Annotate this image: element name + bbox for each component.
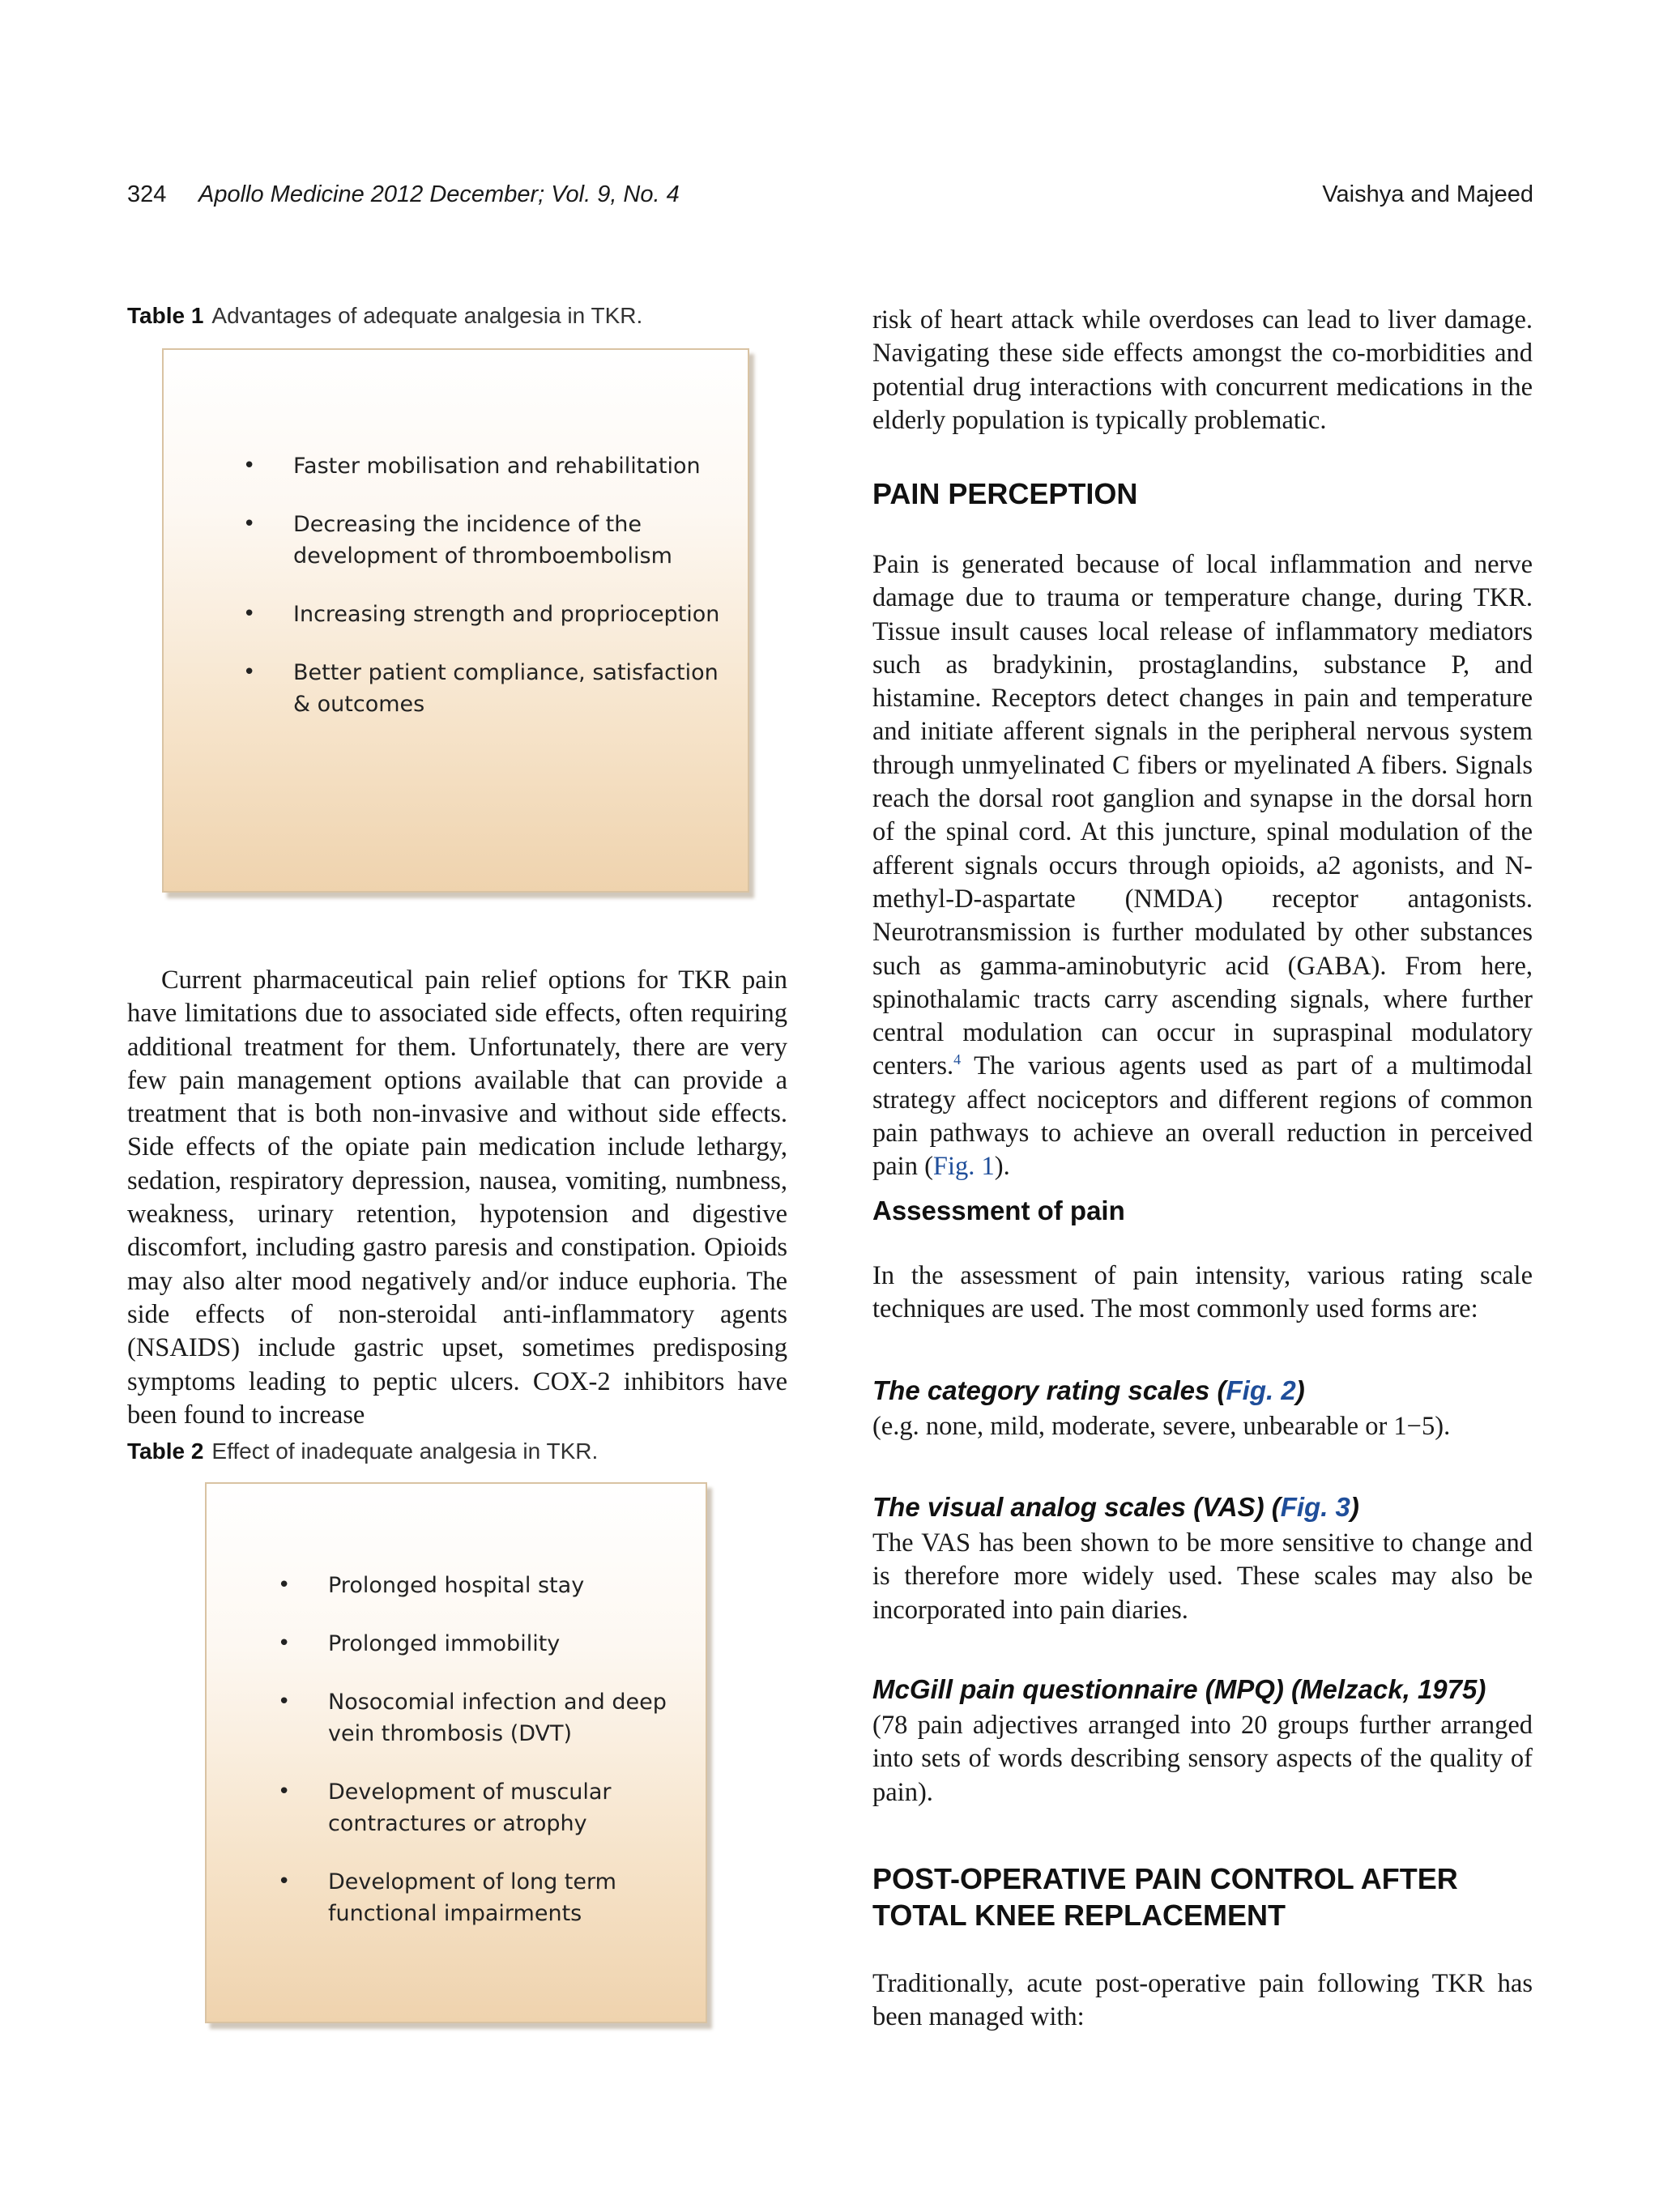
pain-perception-heading: PAIN PERCEPTION <box>872 477 1138 510</box>
bullet-icon: • <box>278 1779 291 1804</box>
reference-4[interactable]: 4 <box>953 1051 962 1068</box>
left-paragraph: Current pharmaceutical pain relief options for TKR pain have limitations due to associated side effects, often requiring additional treatment for them. Unfortunately, there are very few pain management options available that can provide a treatment that is both non-invasive and without side effects. Side effects of the opiate pain medication include lethargy, sedation, respiratory depression, nausea, vomiting, numbness, weakness, urinary retention, hypotension and digestive discomfort, including gastro paresis and constipation. Opioids may also alter mood negatively and/or induce euphoria. The side effects of non-steroidal anti-inflammatory agents (NSAIDS) include gastric upset, sometimes predisposing symptoms leading to peptic ulcers. COX-2 inhibitors have been found to increase <box>127 965 787 1430</box>
postop-heading-line2: TOTAL KNEE REPLACEMENT <box>872 1899 1286 1932</box>
table2-caption-text: Effect of inadequate analgesia in TKR. <box>211 1438 599 1464</box>
bullet-icon: • <box>243 660 256 684</box>
list-item: • Decreasing the incidence of the development of thromboembolism <box>243 509 729 572</box>
bullet-icon: • <box>278 1869 291 1894</box>
table2-caption <box>127 1438 598 1464</box>
right-intro-paragraph: risk of heart attack while overdoses can lead to liver damage. Navigating these side effects amongst the co-morbidities and potential drug interactions with concurrent medications in the elderly population is typically problematic. <box>872 305 1533 435</box>
list-item: • Better patient compliance, satisfaction & outcomes <box>243 657 729 720</box>
vas-heading: The visual analog scales (VAS) (Fig. 3) <box>872 1492 1359 1522</box>
table1-box <box>162 348 749 893</box>
mcgill-heading: McGill pain questionnaire (MPQ) (Melzack, 1975) <box>872 1674 1486 1704</box>
bullet-icon: • <box>278 1631 291 1656</box>
list-item: • Development of long term functional impairments <box>278 1866 683 1929</box>
postop-heading <box>872 1860 1458 1933</box>
table2-label: Table 2 <box>127 1438 204 1464</box>
running-authors: Vaishya and Majeed <box>1322 181 1533 207</box>
bullet-icon: • <box>243 512 256 536</box>
vas-paragraph: The VAS has been shown to be more sensitive to change and is therefore more widely used. These scales may also be incorporated into pain diaries. <box>872 1528 1533 1625</box>
table1-caption <box>127 303 642 329</box>
list-item: • Development of muscular contractures or atrophy <box>278 1776 683 1839</box>
fig2-link[interactable]: Fig. 2 <box>1226 1375 1296 1405</box>
table1-label: Table 1 <box>127 303 204 328</box>
mcgill-paragraph: (78 pain adjectives arranged into 20 groups further arranged into sets of words describing sensory aspects of the quality of pain). <box>872 1711 1533 1807</box>
running-head <box>127 181 1533 214</box>
fig1-link[interactable]: Fig. 1 <box>932 1152 995 1182</box>
fig3-link[interactable]: Fig. 3 <box>1280 1492 1350 1522</box>
bullet-icon: • <box>243 454 256 478</box>
journal-citation: Apollo Medicine 2012 December; Vol. 9, No. 4 <box>198 181 680 207</box>
table1-list <box>243 450 729 747</box>
table1-caption-text: Advantages of adequate analgesia in TKR. <box>211 303 643 328</box>
list-item: • Prolonged immobility <box>278 1628 683 1660</box>
page-number: 324 <box>127 181 167 207</box>
table2-box <box>205 1482 707 2023</box>
bullet-icon: • <box>243 602 256 626</box>
postop-paragraph: Traditionally, acute post-operative pain following TKR has been managed with: <box>872 1969 1533 2032</box>
bullet-icon: • <box>278 1573 291 1597</box>
postop-heading-line1: POST-OPERATIVE PAIN CONTROL AFTER <box>872 1862 1458 1895</box>
pain-perception-paragraph: Pain is generated because of local inflammation and nerve damage due to trauma or temperature change, during TKR. Tissue insult causes local release of inflammatory mediators such as bradykinin, prostaglandins, substance P, and histamine. Receptors detect changes in pain and temperature and initiate afferent signals in the peripheral nervous system through unmyelinated C fibers or myelinated A fibers. Signals reach the dorsal root ganglion and synapse in the dorsal horn of the spinal cord. At this juncture, spinal modulation of the afferent signals occurs through opioids, a2 agonists, and N-methyl-D-aspartate (NMDA) receptor antagonists. Neurotransmission is further modulated by other substances such as gamma-aminobutyric acid (GABA). From here, spinothalamic tracts carry ascending signals, where further central modulation can occur in supraspinal modulatory centers.$^4$ The various agents used as part of a multimodal strategy affect nociceptors and different regions of common pain pathways to achieve an overall reduction in perceived pain (Fig. 1). <box>872 550 1533 1182</box>
category-scales-heading: The category rating scales (Fig. 2) <box>872 1375 1305 1405</box>
assessment-paragraph: In the assessment of pain intensity, various rating scale techniques are used. The most commonly used forms are: <box>872 1261 1533 1324</box>
category-scales-text: (e.g. none, mild, moderate, severe, unbearable or 1−5). <box>872 1412 1451 1441</box>
list-item: • Increasing strength and proprioception <box>243 599 729 630</box>
list-item: • Nosocomial infection and deep vein thrombosis (DVT) <box>278 1686 683 1750</box>
assessment-heading: Assessment of pain <box>872 1196 1125 1225</box>
list-item: • Faster mobilisation and rehabilitation <box>243 450 729 482</box>
bullet-icon: • <box>278 1690 291 1714</box>
list-item: • Prolonged hospital stay <box>278 1570 683 1601</box>
table2-list <box>278 1570 683 1956</box>
